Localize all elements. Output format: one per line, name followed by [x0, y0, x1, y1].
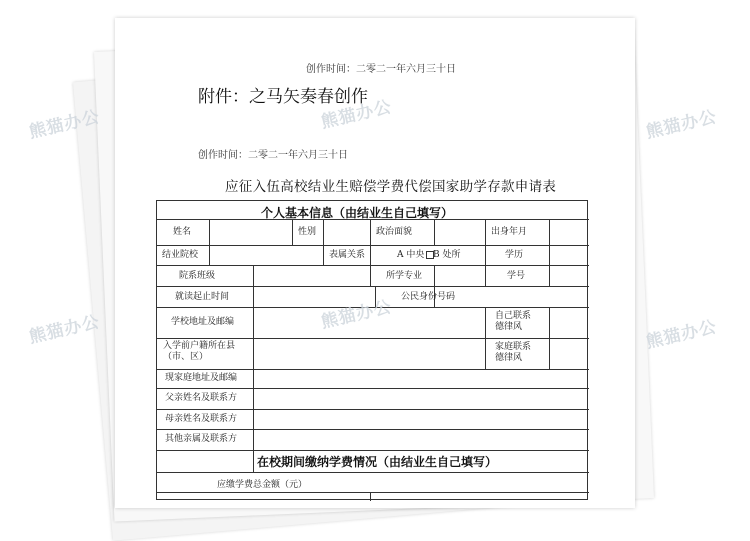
label-major: 所学专业	[386, 271, 423, 281]
creation-time-top: 创作时间：二零二一年六月三十日	[306, 64, 456, 75]
option-b-label: B 处所	[433, 250, 461, 260]
label-tuition-amount: 应缴学费总金额（元）	[217, 480, 308, 490]
section-personal-info: 个人基本信息（由结业生自己填写）	[261, 206, 454, 220]
label-student-id: 学号	[507, 271, 526, 281]
label-mother: 母亲姓名及联系方	[165, 414, 238, 424]
form-title: 应征入伍高校结业生赔偿学费代偿国家助学存款申请表	[225, 179, 557, 195]
label-home-address: 现家庭地址及邮编	[165, 373, 238, 383]
label-father: 父亲姓名及联系方	[165, 393, 238, 403]
option-a	[397, 250, 434, 261]
label-origin: 表属关系	[329, 250, 366, 260]
watermark-text: 熊猫办公	[644, 107, 719, 143]
label-name: 姓名	[173, 227, 192, 237]
label-education: 学历	[505, 250, 524, 260]
label-birth: 出身年月	[491, 227, 528, 237]
watermark-text: 熊猫办公	[644, 317, 719, 353]
label-gender: 性别	[298, 227, 317, 237]
attachment-heading: 附件：之马矢奏春创作	[198, 87, 368, 107]
option-b	[433, 250, 460, 261]
watermark-text: 熊猫办公	[319, 297, 394, 333]
label-dept-class: 院系班级	[179, 271, 216, 281]
label-id-number: 公民身份号码	[401, 292, 456, 302]
creation-time-secondary: 创作时间：二零二一年六月三十日	[198, 150, 348, 161]
watermark-text: 熊猫办公	[319, 97, 394, 133]
label-political: 政治面貌	[376, 227, 413, 237]
label-school: 结业院校	[162, 250, 199, 260]
label-hukou: 入学前户籍所在县（市、区）	[163, 341, 236, 362]
watermark-text: 熊猫办公	[27, 312, 102, 348]
section-tuition-info: 在校期间缴纳学费情况（由结业生自己填写）	[257, 455, 498, 469]
label-other: 其他亲属及联系方	[165, 434, 238, 444]
option-a-label: A 中央	[397, 250, 425, 260]
label-school-address: 学校地址及邮编	[171, 317, 235, 327]
label-self-contact: 自己联系德律风	[495, 311, 532, 332]
application-form-table	[156, 200, 588, 500]
label-enroll-time: 就读起止时间	[175, 292, 230, 302]
watermark-text: 熊猫办公	[27, 107, 102, 143]
label-home-contact: 家庭联系德律风	[495, 342, 532, 363]
